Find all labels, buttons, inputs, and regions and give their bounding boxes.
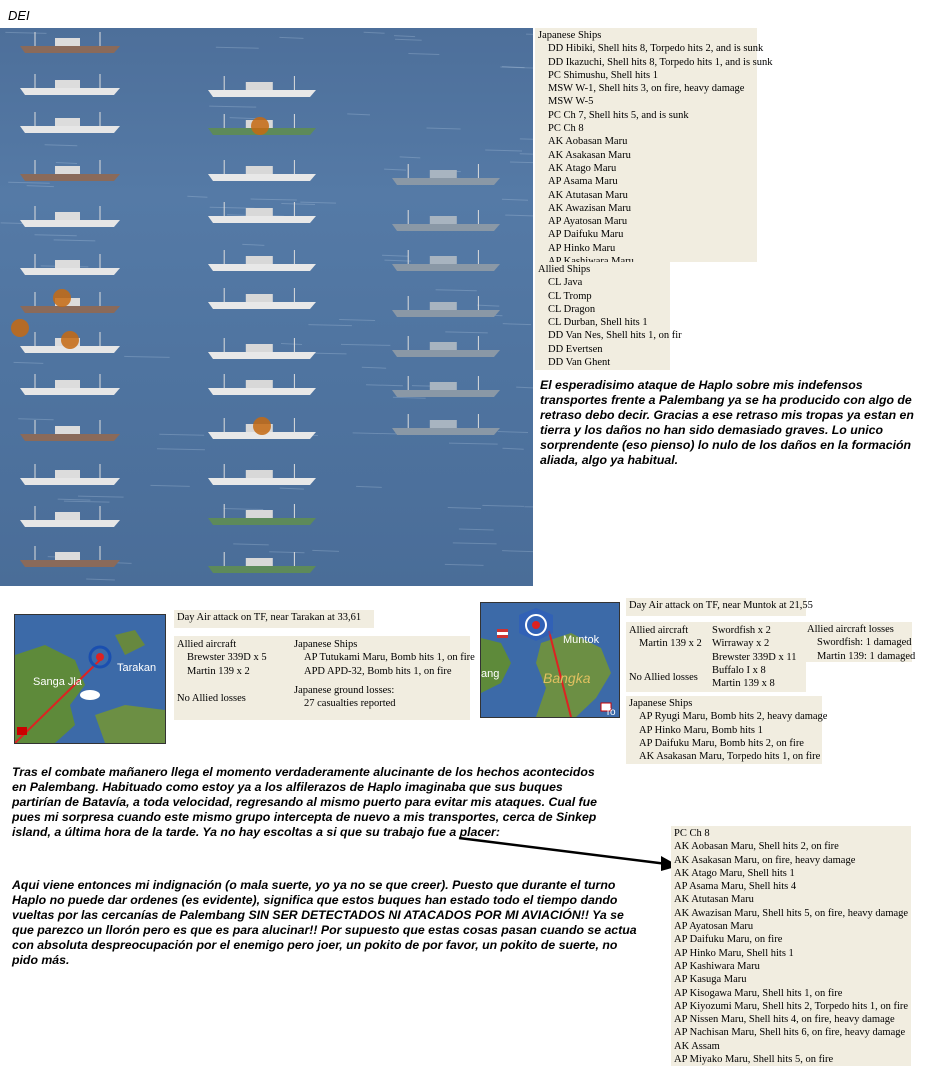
ship-line: AP Nachisan Maru, Shell hits 6, on fire, heavy damage xyxy=(674,1027,906,1039)
report-title: Day Air attack on TF, near Tarakan at 33,61 xyxy=(177,612,362,623)
allied-ship xyxy=(392,376,500,397)
ship-line: AP Hinko Maru, Bomb hits 1 xyxy=(639,724,763,736)
japanese-ship xyxy=(20,374,120,395)
fire-icon xyxy=(253,417,271,435)
losses-line: No Allied losses xyxy=(177,692,246,704)
section-heading: Allied aircraft xyxy=(177,639,237,650)
fire-icon xyxy=(53,289,71,307)
map-label: ang xyxy=(481,668,500,680)
ship-line: DD Ikazuchi, Shell hits 8, Torpedo hits 1, and is sunk xyxy=(548,56,773,68)
japanese-ship xyxy=(208,76,316,97)
ship-line: AP Kasuga Maru xyxy=(674,974,747,986)
allied-ships-panel xyxy=(535,262,682,370)
map-label: Muntok xyxy=(563,634,600,646)
ship-line: AP Kisogawa Maru, Shell hits 1, on fire xyxy=(674,987,843,999)
japanese-ship xyxy=(208,338,316,359)
ship-line: AP Kiyozumi Maru, Shell hits 2, Torpedo hits 1, on fire xyxy=(674,1000,909,1012)
ship-line: AP Daifuku Maru, Bomb hits 2, on fire xyxy=(639,737,804,749)
ship-line: AK Awazisan Maru, Shell hits 5, on fire, heavy damage xyxy=(674,907,909,919)
ship-line: AP Daifuku Maru, on fire xyxy=(674,934,783,946)
combat-sea-view xyxy=(0,28,533,586)
ground-losses-line: 27 casualties reported xyxy=(304,698,396,710)
japanese-ship xyxy=(208,374,316,395)
ship-line: PC Shimushu, Shell hits 1 xyxy=(548,69,658,81)
ship-line: AK Atago Maru, Shell hits 1 xyxy=(674,867,795,879)
section-heading: Japanese Ships xyxy=(629,698,693,709)
section-heading: Japanese ground losses: xyxy=(294,684,395,696)
ship-line: AP Asama Maru xyxy=(548,176,618,188)
ship-line: DD Evertsen xyxy=(548,343,603,355)
arrow-pointer xyxy=(455,830,685,875)
ship-line: CL Durban, Shell hits 1 xyxy=(548,317,648,329)
ship-line: MSW W-5 xyxy=(548,96,594,108)
aircraft-line: Martin 139 x 8 xyxy=(712,678,775,690)
ship-line: AP Ayatosan Maru xyxy=(548,216,628,228)
commentary-2: Tras el combate mañanero llega el momento verdaderamente alucinante de los hechos acontecidos en Palembang. Habituado como estoy ya a los alfilerazos de Haplo imaginaba que sus buques partirían de Batavía, a toda velocidad, regresando al mismo puerto para evitar mis ataques. Cual fue pues mi sorpresa cuando este mismo grupo intercepta de nuevo a mis transportes, cerca de Sinkep island, a última hora de la tarde. Ya no hay escoltas a si que su trabajo fue a placer: xyxy=(12,765,597,839)
map-label: Bangka xyxy=(543,670,591,686)
ship-line: AK Atutasan Maru xyxy=(674,894,754,906)
loss-line: Martin 139: 1 damaged xyxy=(817,650,916,662)
allied-ship xyxy=(392,164,500,185)
japanese-ship xyxy=(208,552,316,573)
muntok-aircraft-losses xyxy=(804,622,916,662)
japanese-ship xyxy=(20,74,120,95)
report-title: Day Air attack on TF, near Muntok at 21,55 xyxy=(629,600,813,611)
ship-line: APD APD-32, Bomb hits 1, on fire xyxy=(304,665,452,677)
ship-line: AK Asakasan Maru xyxy=(548,149,631,161)
fire-icon xyxy=(251,117,269,135)
muntok-report xyxy=(626,622,806,692)
japanese-ship xyxy=(20,254,120,275)
aircraft-line: Wirraway x 2 xyxy=(712,638,770,650)
ship-line: AP Tutukami Maru, Bomb hits 1, on fire xyxy=(304,652,475,664)
ship-line: AP Kashiwara Maru xyxy=(674,960,760,972)
ship-line: PC Ch 8 xyxy=(674,828,710,839)
muntok-map xyxy=(480,602,620,718)
ship-line: AK Atutasan Maru xyxy=(548,189,628,201)
map-label: Sanga Jla xyxy=(33,676,82,688)
loss-line: Swordfish: 1 damaged xyxy=(817,637,912,649)
ship-line: AK Asakasan Maru, on fire, heavy damage xyxy=(674,854,856,866)
japanese-ship xyxy=(20,206,120,227)
fire-icon xyxy=(11,319,29,337)
section-heading: Allied aircraft xyxy=(629,625,689,636)
map-label: Tarakan xyxy=(117,662,157,674)
losses-line: No Allied losses xyxy=(629,671,698,683)
ship-line: DD Hibiki, Shell hits 8, Torpedo hits 2, and is sunk xyxy=(548,43,764,55)
tarakan-report-title xyxy=(174,610,374,628)
japanese-ship xyxy=(20,112,120,133)
japanese-ship xyxy=(208,288,316,309)
ship-line: AK Aobasan Maru xyxy=(548,136,628,148)
aircraft-line: Swordfish x 2 xyxy=(712,625,771,636)
ship-line: AP Daifuku Maru xyxy=(548,229,624,241)
japanese-ship xyxy=(20,464,120,485)
allied-ship xyxy=(392,210,500,231)
ship-line: DD Van Nes, Shell hits 1, on fir xyxy=(548,330,682,342)
ship-line: AK Aobasan Maru, Shell hits 2, on fire xyxy=(674,841,839,853)
japanese-ship xyxy=(208,160,316,181)
japanese-ship xyxy=(208,202,316,223)
japanese-ship xyxy=(208,504,316,525)
japanese-ships-panel xyxy=(535,28,773,262)
japanese-ship xyxy=(208,464,316,485)
tarakan-map xyxy=(14,614,166,744)
commentary-3: Aqui viene entonces mi indignación (o mala suerte, yo ya no se que creer). Puesto que durante el turno Haplo no puede dar ordenes (es evidente), significa que estos buques han estado todo el tiempo dando vueltas por las cercanías de Palembang SIN SER DETECTADOS NI ATACADOS POR MI AVIACIÓN!! Ya se que parezco un llorón pero es que es para alucinar!! Por supuesto que estas cosas pasan cuando se actua con absoluta despreocupación por el enemigo pero joer, un pokito de por favor, un pokito de suerte, no pido más. xyxy=(12,878,637,967)
commentary-1: El esperadisimo ataque de Haplo sobre mis indefensos transportes frente a Palembang ya se ha producido con algo de retraso debo decir. Gracias a ese retraso mis tropas ya estan en tierra y los daños no han sido demasiado graves. Lo unico sorprendente (eso pienso) lo nulo de los daños en la formación aliada, algo ya habitual. xyxy=(540,378,914,467)
ship-line: AK Asakasan Maru, Torpedo hits 1, on fire xyxy=(639,751,821,763)
section-heading: Japanese Ships xyxy=(294,639,358,650)
ship-line: CL Java xyxy=(548,277,583,289)
allied-ship xyxy=(392,414,500,435)
ship-line: MSW W-1, Shell hits 3, on fire, heavy damage xyxy=(548,83,745,95)
allied-ship xyxy=(392,336,500,357)
map-label: To xyxy=(605,707,616,717)
allied-ship xyxy=(392,296,500,317)
ship-formation xyxy=(0,28,533,586)
japanese-ship xyxy=(20,420,120,441)
aircraft-line: Martin 139 x 2 xyxy=(187,665,250,677)
japanese-ship xyxy=(208,250,316,271)
ship-line: AP Miyako Maru, Shell hits 5, on fire xyxy=(674,1054,834,1066)
japanese-ship xyxy=(20,506,120,527)
aircraft-line: Brewster 339D x 5 xyxy=(187,652,267,664)
ship-line: AP Ryugi Maru, Bomb hits 2, heavy damage xyxy=(639,711,828,723)
evening-combat-panel xyxy=(671,826,911,1066)
ship-line: AP Nissen Maru, Shell hits 4, on fire, heavy damage xyxy=(674,1014,895,1026)
ship-line: AP Ayatosan Maru xyxy=(674,921,754,933)
ship-line: AK Assam xyxy=(674,1040,720,1052)
ship-line: AK Atago Maru xyxy=(548,162,617,174)
ship-line: CL Dragon xyxy=(548,303,596,315)
fire-icon xyxy=(61,331,79,349)
ship-line: PC Ch 7, Shell hits 5, and is sunk xyxy=(548,109,689,121)
panel-heading: Japanese Ships xyxy=(538,30,602,41)
ship-line: AP Hinko Maru xyxy=(548,242,616,254)
tarakan-report xyxy=(174,636,475,720)
ship-line: PC Ch 8 xyxy=(548,123,584,135)
aircraft-line: Brewster 339D x 11 xyxy=(712,651,797,663)
japanese-ship xyxy=(20,32,120,53)
muntok-report-title xyxy=(626,598,813,616)
muntok-japanese-ships xyxy=(626,696,828,764)
ship-line: AP Asama Maru, Shell hits 4 xyxy=(674,881,797,893)
japanese-ship xyxy=(20,546,120,567)
ship-line: DD Van Ghent xyxy=(548,357,611,369)
aircraft-line: Buffalo I x 8 xyxy=(712,664,766,676)
panel-heading: Allied Ships xyxy=(538,264,591,275)
ship-line: AK Awazisan Maru xyxy=(548,202,632,214)
ship-line: CL Tromp xyxy=(548,290,592,302)
section-heading: Allied aircraft losses xyxy=(807,624,894,635)
ship-line: AP Hinko Maru, Shell hits 1 xyxy=(674,947,794,959)
allied-ship xyxy=(392,250,500,271)
header-label: DEI xyxy=(8,8,30,23)
aircraft-line: Martin 139 x 2 xyxy=(639,638,702,650)
